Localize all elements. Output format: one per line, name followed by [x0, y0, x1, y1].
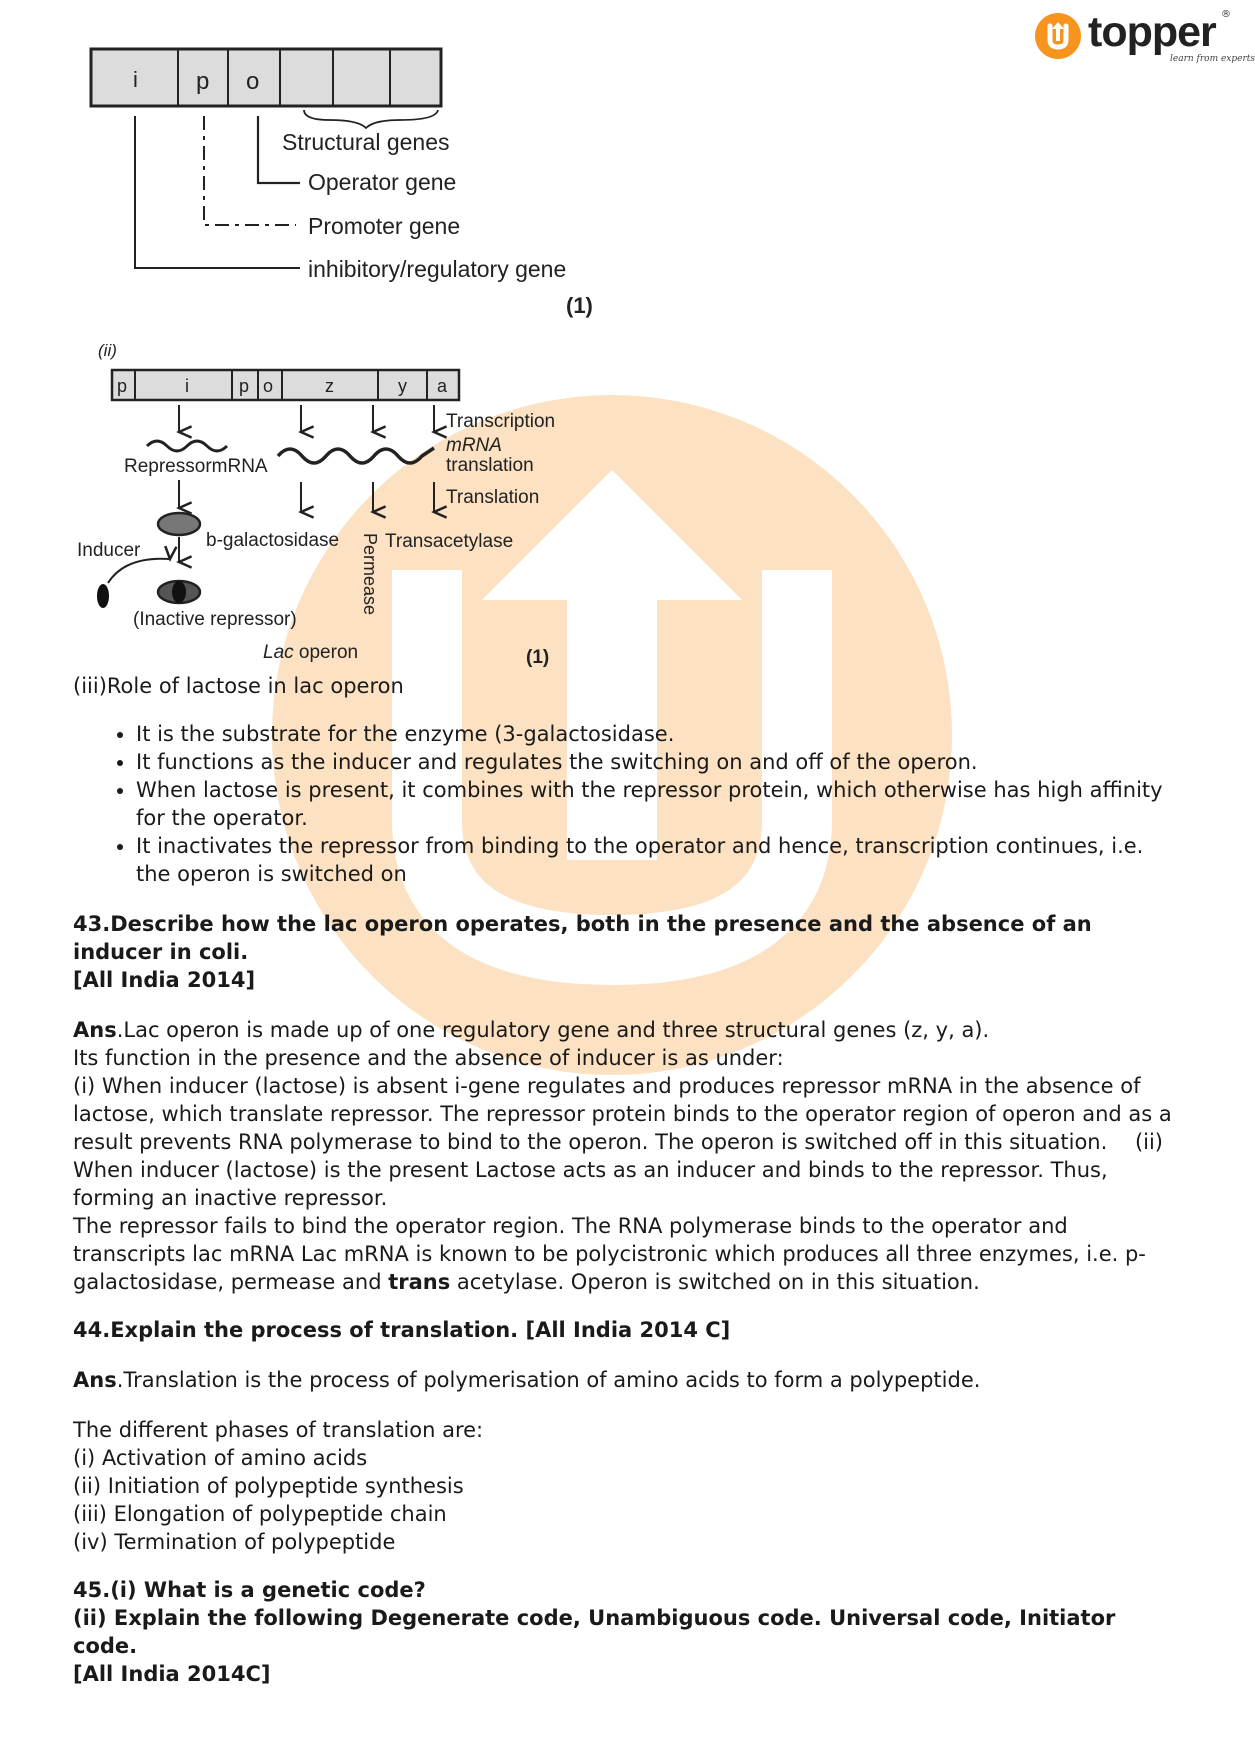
q44-phases-intro: The different phases of translation are: [73, 1418, 484, 1442]
registered-mark: ® [1221, 9, 1231, 20]
label-translation: Translation [446, 487, 540, 508]
figure1-marks: (1) [566, 293, 593, 318]
logo-wordmark: topper [1088, 8, 1216, 56]
label-permease: Permease [360, 533, 380, 616]
label-transcription: Transcription [446, 411, 556, 432]
figure1-gene-map [91, 49, 593, 318]
box2-y: y [398, 376, 407, 396]
list-item: • When lactose is present, it combines with the repressor protein, which otherwise has high affinity for the operator. [136, 776, 1183, 832]
q45-source: [All India 2014C] [73, 1662, 271, 1686]
label-structural-genes: Structural genes [282, 129, 450, 155]
figure2-lac-operon [77, 341, 555, 668]
role-heading: (iii)Role of lactose in lac operon [73, 674, 404, 698]
gene-box-i: i [133, 67, 138, 92]
label-promoter-gene: Promoter gene [308, 213, 461, 239]
box2-i: i [185, 376, 189, 396]
phase-item: (ii) Initiation of polypeptide synthesis [73, 1474, 464, 1498]
q44-question: 44.Explain the process of translation. [All India 2014 C] [73, 1318, 731, 1342]
label-mrna: mRNA [446, 435, 502, 456]
q43-answer-line: (i) When inducer (lactose) is absent i-gene regulates and produces repressor mRNA in the absence of lactose, which translate repressor. The repressor protein binds to the operator region of operon and as a result prevents RNA polymerase to bind to the operon. The operon is switched off in this situation. (ii) When inducer (lactose) is the present Lactose acts as an inducer and binds to the repressor. Thus, forming an inactive repressor. [73, 1074, 1172, 1210]
ans-label: Ans [73, 1368, 117, 1392]
label-inducer: Inducer [77, 540, 141, 561]
q45-line1: 45.(i) What is a genetic code? [73, 1578, 426, 1602]
label-transacetylase: Transacetylase [385, 531, 514, 552]
q43-source: [All India 2014] [73, 968, 256, 992]
q43-question: 43.Describe how the lac operon operates, both in the presence and the absence of an inducer in coli. [73, 912, 1092, 964]
logo-tagline: learn from experts [1170, 54, 1255, 64]
label-b-galactosidase: b-galactosidase [206, 530, 340, 551]
label-mrna-translation: translation [446, 455, 534, 476]
figure2-roman: (ii) [98, 341, 117, 360]
label-regulatory-gene: inhibitory/regulatory gene [308, 256, 567, 282]
label-inactive-repressor: (Inactive repressor) [133, 609, 297, 630]
q43-answer-first: Ans.Lac operon is made up of one regulatory gene and three structural genes (z, y, a). [73, 1018, 990, 1042]
label-operator-gene: Operator gene [308, 169, 457, 195]
list-item: • It inactivates the repressor from binding to the operator and hence, transcription continues, i.e. the operon is switched on [136, 832, 1183, 888]
box2-p: p [117, 376, 128, 396]
figure2-marks: (1) [526, 647, 550, 668]
box2-o: o [263, 376, 274, 396]
lac-operon-figures [0, 0, 1242, 680]
phase-item: (i) Activation of amino acids [73, 1446, 368, 1470]
label-repressor-mrna: RepressormRNA [124, 456, 268, 477]
gene-box-o: o [246, 68, 260, 95]
box2-a: a [437, 376, 448, 396]
role-points [73, 720, 1183, 888]
q45-line2: (ii) Explain the following Degenerate code, Unambiguous code. Universal code, Initiator code. [73, 1606, 1116, 1658]
box2-z: z [325, 376, 334, 396]
document-body [73, 672, 1183, 1688]
gene-box-p: p [196, 68, 210, 95]
list-item: • It is the substrate for the enzyme (3-galactosidase. [136, 720, 1183, 748]
phase-item: (iii) Elongation of polypeptide chain [73, 1502, 447, 1526]
q43-answer-line: Its function in the presence and the absence of inducer is as under: [73, 1046, 784, 1070]
box2-p2: p [239, 376, 250, 396]
phase-item: (iv) Termination of polypeptide [73, 1530, 396, 1554]
q44-answer: Ans.Translation is the process of polymerisation of amino acids to form a polypeptide. [73, 1368, 981, 1392]
label-lac-operon: Lac operon [263, 642, 359, 663]
q43-answer-last: The repressor fails to bind the operator region. The RNA polymerase binds to the operator and transcripts lac mRNA Lac mRNA is known to be polycistronic which produces all three enzymes, i.e. p-galactosidase, permease and trans acetylase. Operon is switched on in this situation. [73, 1214, 1146, 1294]
ans-label: Ans [73, 1018, 117, 1042]
list-item: • It functions as the inducer and regulates the switching on and off of the operon. [136, 748, 1183, 776]
